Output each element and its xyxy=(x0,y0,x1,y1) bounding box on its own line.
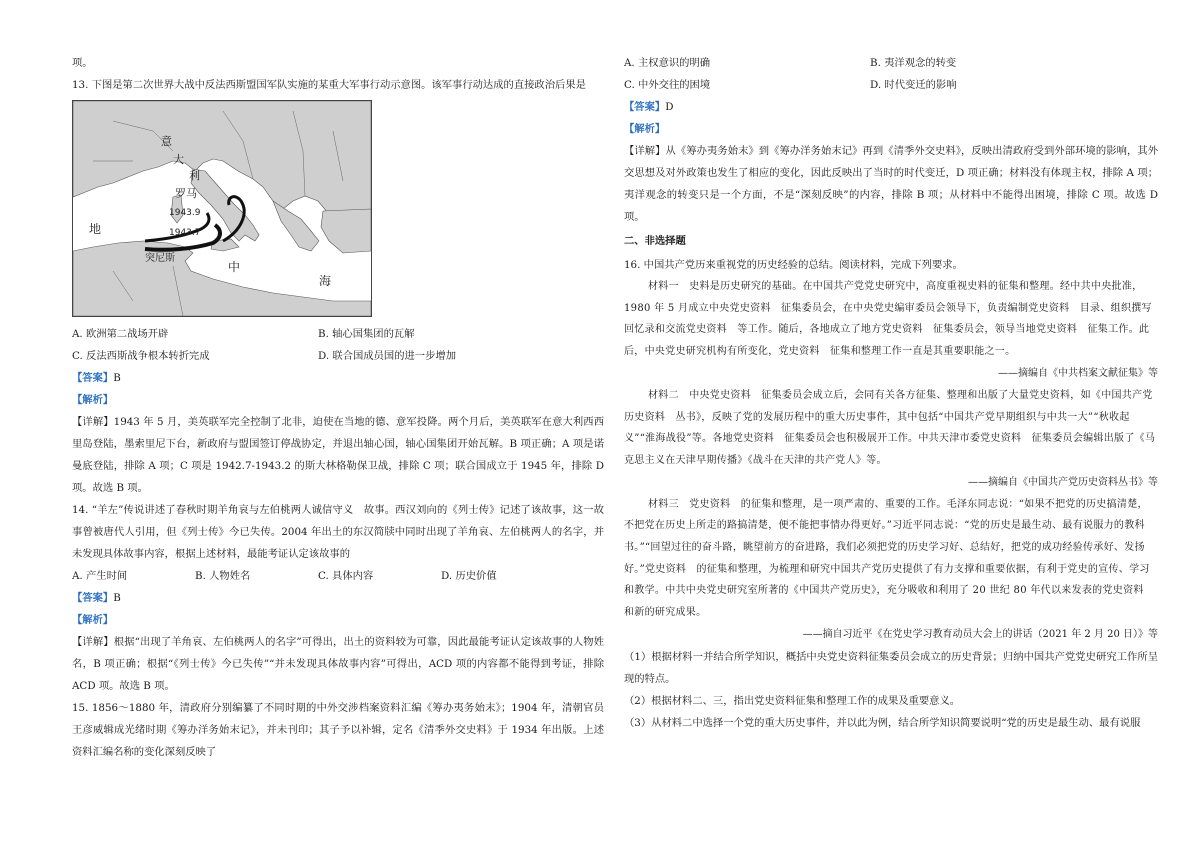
q13-option-d: D. 联合国成员国的进一步增加 xyxy=(318,350,456,362)
q15-options-row-1 xyxy=(624,52,1158,74)
q14-detail xyxy=(72,631,604,697)
q14-option-b: B. 人物姓名 xyxy=(195,570,251,582)
left-column xyxy=(72,52,604,763)
detail-tag: 【详解】 xyxy=(72,636,114,648)
material-3: 材料三 党史资料 的征集和整理，是一项严肃的、重要的工作。毛泽东同志说：“如果不把党的历史搞清楚，不把党在历史上所走的路搞清楚，便不能把事情办得更好。”习近平同志说：“党的历史是最生动、最有说服力的教科书。”“回望过往的奋斗路，眺望前方的奋进路，我们必须把党的历史学习好、总结好，把党的成功经验传承好、发扬好。”党史资料 的征集和整理，为梳理和研究中国共产党历史提供了有力支撑和重要依据，有利于党史的宣传、学习和教学。中共中央党史研究室所著的《中国共产党历史》，充分吸收和利用了 20 世纪 80 年代以来发表的党史资料 和新的研究成果。 xyxy=(624,498,1154,619)
map-label-date-1: 1943.9 xyxy=(169,208,201,218)
analysis-tag: 【解析】 xyxy=(624,123,666,135)
q13-analysis xyxy=(72,389,604,411)
map-label-date-2: 1943.7 xyxy=(169,228,201,238)
requirement-3: （3）从材料二中选择一个党的重大历史事件，并以此为例，结合所学知识简要说明“党的历史是最生动、最有说服 xyxy=(624,716,1141,729)
section-heading: 二、非选择题 xyxy=(624,235,686,247)
q15-option-d: D. 时代变迁的影响 xyxy=(870,79,957,91)
q13-option-c: C. 反法西斯战争根本转折完成 xyxy=(72,350,210,362)
q15-option-a: A. 主权意识的明确 xyxy=(624,57,711,69)
q14-option-a: A. 产生时间 xyxy=(72,570,128,582)
q13-detail xyxy=(72,411,604,499)
q15-detail xyxy=(624,140,1158,228)
map-label-hai: 海 xyxy=(319,274,332,288)
map-label-zhong: 中 xyxy=(228,260,241,274)
answer-tag: 【答案】 xyxy=(72,592,114,604)
q15-analysis xyxy=(624,118,1158,140)
question-14-stem: 14. “羊左”传说讲述了春秋时期羊角哀与左伯桃两人诚信守义 故事。西汉刘向的《列士传》记述了该故事，这一故事曾被唐代人引用，但《列士传》今已失传。2004 年出土的东汉简牍中同时出现了羊角哀、左伯桃两人的名字，并未发现具体故事内容，根据上述材料，最能考证认定该故事的 xyxy=(72,504,604,560)
map-label-di: 地 xyxy=(89,222,102,236)
q15-answer xyxy=(624,96,1158,118)
map-label-yi: 意 xyxy=(161,135,172,148)
detail-text: 根据“出现了羊角哀、左伯桃两人的名字”可得出，出土的资料较为可靠，因此最能考证认定该故事的人物姓名，B 项正确；根据“《列士传》今已失传”“并未发现具体故事内容”可得出，ACD 项的内容都不能得到考证，排除 ACD 项。故选 B 项。 xyxy=(72,636,605,692)
q13-option-a: A. 欧洲第二战场开辟 xyxy=(72,328,169,340)
q14-analysis xyxy=(72,609,604,631)
q15-option-b: B. 夷洋观念的转变 xyxy=(870,57,957,69)
detail-tag: 【详解】 xyxy=(624,145,666,157)
q14-option-d: D. 历史价值 xyxy=(441,570,497,582)
requirement-1: （1）根据材料一并结合所学知识，概括中央党史资料征集委员会成立的历史背景；归纳中国共产党党史研究工作所呈现的特点。 xyxy=(624,650,1158,685)
map-label-li: 利 xyxy=(189,169,200,182)
q15-option-c: C. 中外交往的困境 xyxy=(624,79,711,91)
military-operation-map xyxy=(72,100,372,317)
answer-value: B xyxy=(113,592,121,604)
material-1-source: ——摘编自《中共档案文献征集》等 xyxy=(998,367,1158,379)
material-2-source: ——摘编自《中国共产党历史资料丛书》等 xyxy=(968,476,1158,488)
analysis-tag: 【解析】 xyxy=(72,614,114,626)
q14-options-row xyxy=(72,565,604,587)
detail-tag: 【详解】 xyxy=(72,416,114,428)
answer-value: B xyxy=(113,372,121,384)
q13-answer xyxy=(72,367,604,389)
question-16-stem: 16. 中国共产党历来重视党的历史经验的总结。阅读材料，完成下列要求。 xyxy=(624,259,963,271)
map-label-luoma: 罗马 xyxy=(175,187,197,200)
q13-options-row-1 xyxy=(72,323,604,345)
answer-value: D xyxy=(665,101,674,113)
right-column xyxy=(624,52,1158,734)
answer-tag: 【答案】 xyxy=(624,101,666,113)
q15-options-row-2 xyxy=(624,74,1158,96)
detail-text: 从《筹办夷务始末》到《筹办洋务始末记》再到《清季外交史料》，反映出清政府受到外部环境的影响，其外交思想及对外政策也发生了相应的变化，因此反映出了当时的时代变迁，D 项正确；材料没有体现主权，排除 A 项；夷洋观念的转变只是一个方面，不是“深刻反映”的内容，排除 B 项；从材料中不能得出困境，排除 C 项。故选 D 项。 xyxy=(624,145,1158,223)
material-2: 材料二 中央党史资料 征集委员会成立后，会同有关各方征集、整理和出版了大量党史资料，如《中国共产党历史资料 丛书》，反映了党的发展历程中的重大历史事件，其中包括“中国共产党早期组织与中共一大”“秋收起义”“淮海战役”等。各地党史资料 征集委员会也积极展开工作。中共天津市委党史资料 征集委员会编辑出版了《马克思主义在天津早期传播》《战斗在天津的共产党人》等。 xyxy=(624,389,1156,466)
requirement-2: （2）根据材料二、三，指出党史资料征集和整理工作的成果及重要意义。 xyxy=(624,694,961,707)
analysis-tag: 【解析】 xyxy=(72,394,114,406)
detail-text: 1943 年 5 月，美英联军完全控制了北非，迫使在当地的德、意军投降。两个月后，美英联军在意大利西西里岛登陆，墨索里尼下台，新政府与盟国签订停战协定，并退出轴心国，轴心国集团开始瓦解。B 项正确；A 项是诺曼底登陆，排除 A 项；C 项是 1942.7-1943.2 的斯大林格勒保卫战，排除 C 项；联合国成立于 1945 年，排除 D 项。故选 B 项。 xyxy=(72,416,605,494)
map-label-tuni: 突尼斯 xyxy=(145,253,175,264)
question-13-stem: 13. 下图是第二次世界大战中反法西斯盟国军队实施的某重大军事行动示意图。该军事行动达成的直接政治后果是 xyxy=(72,79,586,91)
q13-option-b: B. 轴心国集团的瓦解 xyxy=(318,328,415,340)
text-line: 项。 xyxy=(72,57,93,69)
material-3-source: ——摘自习近平《在党史学习教育动员大会上的讲话（2021 年 2 月 20 日）》等 xyxy=(802,628,1158,640)
material-1: 材料一 史料是历史研究的基础。在中国共产党党史研究中，高度重视史料的征集和整理。经中共中央批准，1980 年 5 月成立中央党史资料 征集委员会，在中央党史编审委员会领导下，负责编制党史资料 目录、组织撰写回忆录和交流党史资料 等工作。随后，各地成立了地方党史资料 征集委员会，领导当地党史资料 征集工作。此后，中央党史研究机构有所变化，党史资料 征集和整理工作一直是其重要职能之一。 xyxy=(624,281,1152,358)
q14-option-c: C. 具体内容 xyxy=(318,570,374,582)
question-15-stem: 15. 1856～1880 年，清政府分别编纂了不同时期的中外交涉档案资料汇编《筹办夷务始末》；1904 年，清朝官员王彦威辑成光绪时期《筹办洋务始末记》，并未刊印；其子予以补辑，定名《清季外交史料》于 1934 年出版。上述资料汇编名称的变化深刻反映了 xyxy=(72,702,604,758)
map-label-da: 大 xyxy=(173,153,184,166)
answer-tag: 【答案】 xyxy=(72,372,114,384)
q14-answer xyxy=(72,587,604,609)
q13-options-row-2 xyxy=(72,345,604,367)
